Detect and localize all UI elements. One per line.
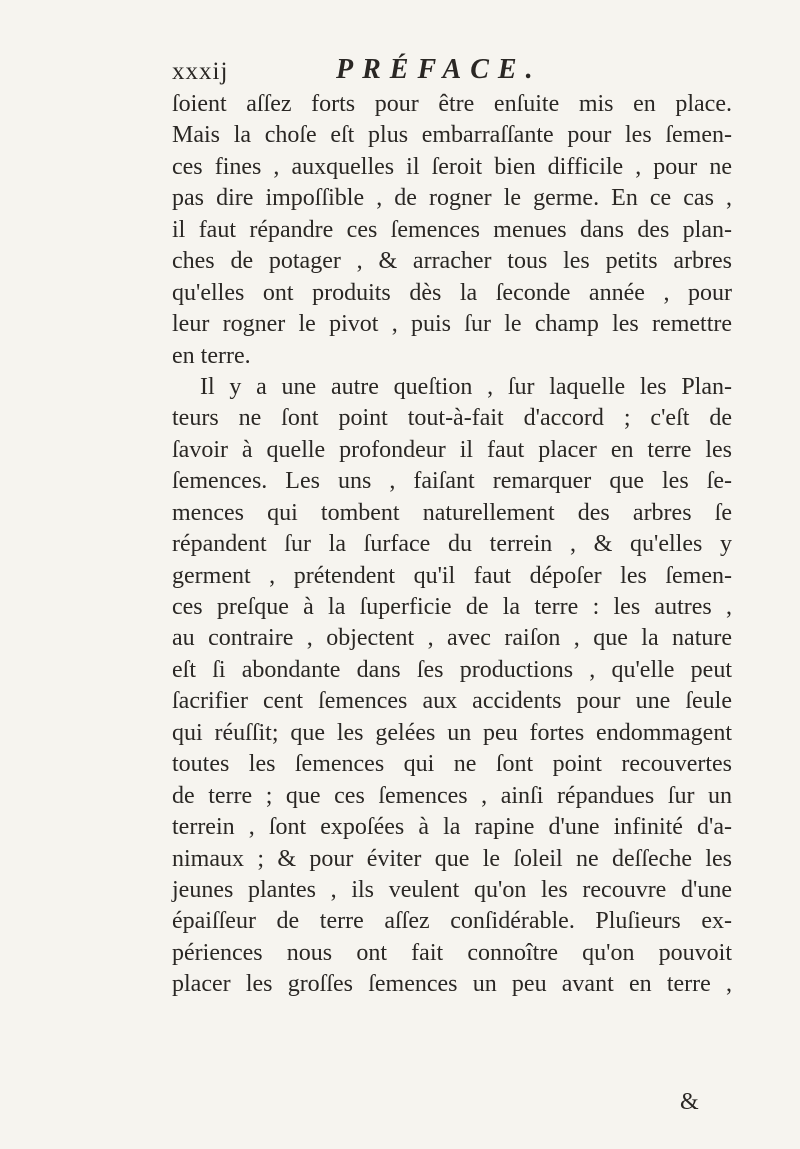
text-line: épaiſſeur de terre aſſez conſidérable. Pluſieurs ex- [172, 908, 732, 935]
text-line: toutes les ſemences qui ne ſont point recouvertes [172, 751, 732, 778]
text-line: leur rogner le pivot , puis ſur le champ les remettre [172, 311, 732, 338]
text-line: ches de potager , & arracher tous les petits arbres [172, 248, 732, 275]
text-line: en terre. [172, 342, 251, 369]
text-line: ces preſque à la ſuperficie de la terre : les autres , [172, 594, 732, 620]
text-line: jeunes plantes , ils veulent qu'on les recouvre d'une [172, 876, 732, 903]
text-line: teurs ne ſont point tout-à-fait d'accord ; c'eſt de [172, 405, 732, 432]
text-line: ſacrifier cent ſemences aux accidents pour une ſeule [172, 688, 732, 715]
text-line: ſemences. Les uns , faiſant remarquer que les ſe- [172, 468, 732, 495]
text-line: ces fines , auxquelles il ſeroit bien difficile , pour ne [172, 153, 732, 180]
text-line: il faut répandre ces ſemences menues dans des plan- [172, 216, 732, 243]
text-line: terrein , ſont expoſées à la rapine d'une infinité d'a- [172, 814, 732, 841]
text-line: germent , prétendent qu'il faut dépoſer les ſemen- [172, 562, 732, 589]
text-line: Mais la choſe eſt plus embarraſſante pour les ſemen- [172, 122, 732, 149]
text-line: qui réuſſit; que les gelées un peu fortes endommagent [172, 719, 732, 746]
body-text [172, 89, 732, 1001]
text-line: de terre ; que ces ſemences , ainſi répandues ſur un [172, 782, 732, 809]
text-line: au contraire , objectent , avec raiſon , que la nature [172, 625, 732, 652]
paragraph-start-line: Il y a une autre queſtion , ſur laquelle les Plan- [200, 373, 732, 400]
catchword: & [680, 1089, 699, 1115]
text-line: ſoient aſſez forts pour être enſuite mis en place. [172, 91, 732, 117]
text-line: ſavoir à quelle profondeur il faut placer en terre les [172, 436, 732, 463]
text-line: répandent ſur la ſurface du terrein , & qu'elles y [172, 531, 732, 558]
text-line: périences nous ont fait connoître qu'on pouvoit [172, 939, 732, 966]
text-line: eſt ſi abondante dans ſes productions , qu'elle peut [172, 656, 732, 683]
text-line: qu'elles ont produits dès la ſeconde année , pour [172, 279, 732, 306]
text-line: nimaux ; & pour éviter que le ſoleil ne deſſeche les [172, 845, 732, 872]
page-header [172, 50, 732, 86]
text-line: mences qui tombent naturellement des arbres ſe [172, 499, 732, 526]
running-title: PRÉFACE. [336, 54, 542, 85]
page-number: xxxij [172, 58, 229, 85]
text-line: pas dire impoſſible , de rogner le germe. En ce cas , [172, 185, 732, 212]
text-line: placer les groſſes ſemences un peu avant en terre , [172, 971, 732, 998]
